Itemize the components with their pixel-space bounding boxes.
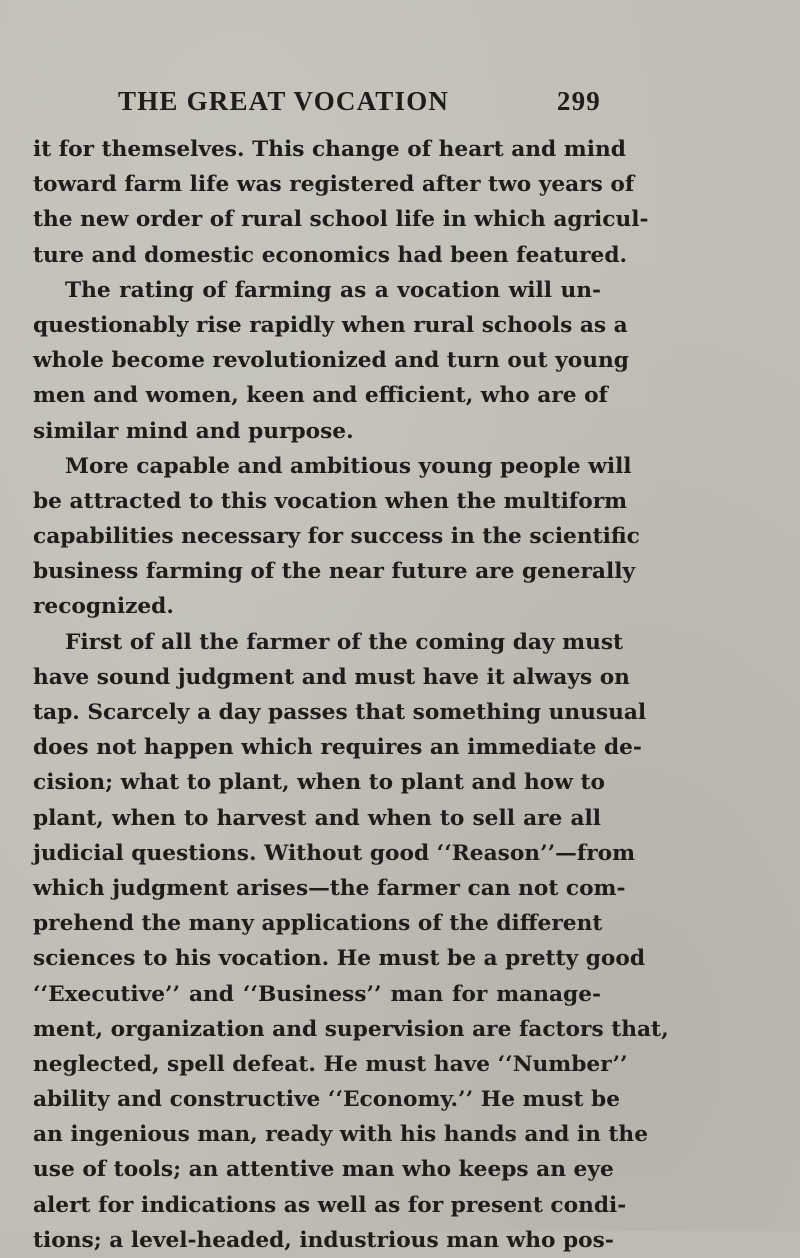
paragraph-end-line: similar mind and purpose. (33, 418, 354, 444)
text-line: ment, organization and supervision are factors that, (33, 1016, 669, 1042)
text-line: it for themselves. This change of heart and mind (33, 137, 626, 162)
text-line: toward farm life was registered after two years of (33, 172, 635, 198)
paragraph-end-line: recognized. (33, 594, 174, 620)
text-line: tions; a level-headed, industrious man who pos- (33, 1227, 614, 1253)
text-line: does not happen which requires an immediate de- (33, 735, 642, 761)
text-line: have sound judgment and must have it always on (33, 664, 630, 690)
text-line: sciences to his vocation. He must be a pretty good (33, 946, 645, 972)
text-line: cision; what to plant, when to plant and how to (33, 770, 605, 796)
text-line: questionably rise rapidly when rural schools as a (33, 312, 628, 338)
text-line: plant, when to harvest and when to sell are all (33, 805, 601, 831)
text-line: whole become revolutionized and turn out young (33, 348, 629, 374)
running-title: THE GREAT VOCATION (118, 86, 450, 116)
paragraph-first-line: The rating of farming as a vocation will un- (65, 277, 601, 303)
text-line: be attracted to this vocation when the multiform (33, 488, 628, 514)
text-line: an ingenious man, ready with his hands and in the (33, 1122, 649, 1148)
text-line: judicial questions. Without good ‘‘Reason’’—from (33, 840, 636, 866)
page-number: 299 (556, 86, 601, 116)
paragraph-first-line: First of all the farmer of the coming day must (65, 629, 624, 655)
text-line: alert for indications as well as for present condi- (33, 1192, 627, 1218)
text-line: tap. Scarcely a day passes that something unusual (33, 700, 647, 725)
text-line: use of tools; an attentive man who keeps an eye (33, 1157, 614, 1183)
body-text (33, 132, 669, 1258)
text-line: prehend the many applications of the different (33, 911, 603, 937)
text-line: ability and constructive ‘‘Economy.’’ He must be (33, 1087, 621, 1113)
text-line: which judgment arises—the farmer can not com- (33, 875, 626, 901)
text-line: men and women, keen and efficient, who are of (33, 383, 608, 409)
text-line: neglected, spell defeat. He must have ‘‘Number’’ (33, 1051, 628, 1077)
running-head (118, 86, 601, 126)
text-line: business farming of the near future are generally (33, 559, 636, 585)
text-line: capabilities necessary for success in the scientific (33, 524, 640, 550)
text-line: ‘‘Executive’’ and ‘‘Business’’ man for manage- (33, 981, 601, 1007)
text-line: the new order of rural school life in which agricul- (33, 207, 649, 233)
paragraph-end-line: ture and domestic economics had been featured. (33, 242, 628, 268)
paragraph-first-line: More capable and ambitious young people will (65, 453, 632, 479)
